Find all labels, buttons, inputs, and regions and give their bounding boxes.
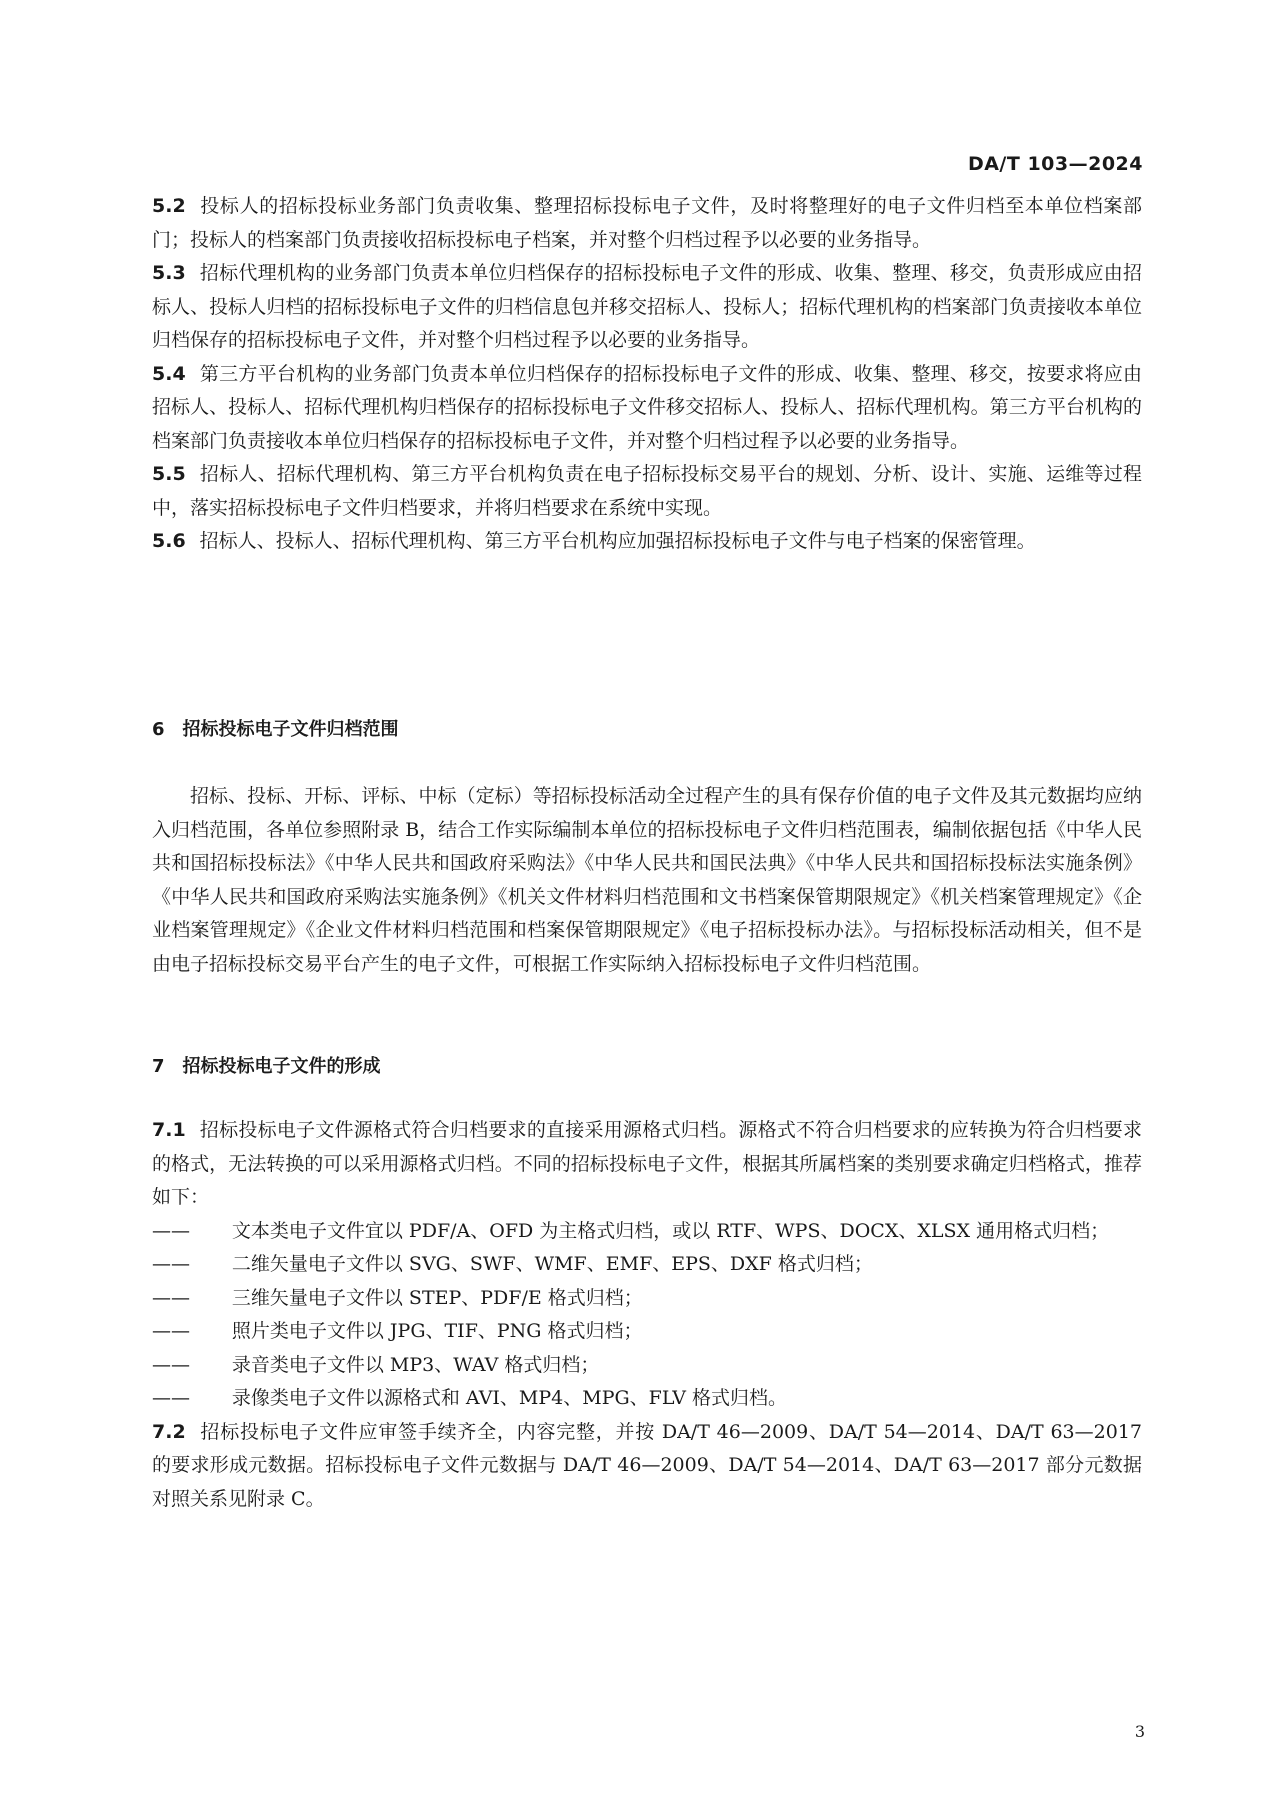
clause-text: 招标代理机构的业务部门负责本单位归档保存的招标投标电子文件的形成、收集、整理、移交，负责形成应由招标人、投标人归档的招标投标电子文件的归档信息包并移交招标人、投标人；招标代理机构的档案部门负责接收本单位归档保存的招标投标电子文件，并对整个归档过程予以必要的业务指导。 (152, 262, 1142, 351)
clause-number: 5.4 (152, 362, 186, 385)
clause-5-2 (152, 190, 1142, 257)
dash-marker: —— (152, 1320, 190, 1342)
heading-number: 6 (152, 719, 165, 740)
heading-number: 7 (152, 1056, 165, 1077)
format-list-item (152, 1349, 1142, 1383)
standard-code: DA/T 103—2024 (967, 153, 1143, 175)
clause-text: 招标人、投标人、招标代理机构、第三方平台机构应加强招标投标电子文件与电子档案的保密管理。 (199, 530, 1036, 552)
clause-5-3 (152, 257, 1142, 358)
clause-text: 第三方平台机构的业务部门负责本单位归档保存的招标投标电子文件的形成、收集、整理、移交，按要求将应由招标人、投标人、招标代理机构归档保存的招标投标电子文件移交招标人、投标人、招标代理机构。第三方平台机构的档案部门负责接收本单位归档保存的招标投标电子文件，并对整个归档过程予以必要的业务指导。 (152, 362, 1142, 452)
section-5-body (152, 190, 1142, 559)
clause-5-4 (152, 358, 1142, 459)
format-list (152, 1215, 1142, 1416)
dash-marker: —— (152, 1387, 190, 1409)
clause-number: 5.6 (152, 530, 186, 552)
clause-7-2 (152, 1416, 1142, 1517)
clause-number: 5.2 (152, 195, 186, 217)
dash-marker: —— (152, 1353, 190, 1376)
clause-7-1 (152, 1114, 1142, 1215)
list-item-text: 三维矢量电子文件以 STEP、PDF/E 格式归档； (231, 1286, 643, 1309)
section-7-body (152, 1114, 1142, 1516)
clause-number: 7.2 (152, 1420, 186, 1443)
dash-marker: —— (152, 1219, 190, 1242)
section-7-heading (152, 1052, 381, 1078)
clause-text: 招标投标电子文件源格式符合归档要求的直接采用源格式归档。源格式不符合归档要求的应转换为符合归档要求的格式，无法转换的可以采用源格式归档。不同的招标投标电子文件，根据其所属档案的类别要求确定归档格式，推荐如下： (152, 1119, 1142, 1208)
list-item-text: 照片类电子文件以 JPG、TIF、PNG 格式归档； (231, 1320, 643, 1342)
format-list-item (152, 1282, 1142, 1316)
clause-5-6 (152, 525, 1142, 559)
section-6-heading (152, 715, 399, 741)
list-item-text: 文本类电子文件宜以 PDF/A、OFD 为主格式归档，或以 RTF、WPS、DOCX、XLSX 通用格式归档； (231, 1219, 1110, 1242)
clause-number: 5.5 (152, 463, 186, 485)
clause-text: 招标投标电子文件应审签手续齐全，内容完整，并按 DA/T 46—2009、DA/T 54—2014、DA/T 63—2017 的要求形成元数据。招标投标电子文件元数据与 DA/T 46—2009、DA/T 54—2014、DA/T 63—2017 部分元数据对照关系见附录 C。 (152, 1420, 1142, 1510)
dash-marker: —— (152, 1286, 190, 1309)
format-list-item (152, 1248, 1142, 1282)
clause-number: 5.3 (152, 262, 186, 284)
clause-text: 投标人的招标投标业务部门负责收集、整理招标投标电子文件，及时将整理好的电子文件归档至本单位档案部门；投标人的档案部门负责接收招标投标电子档案，并对整个归档过程予以必要的业务指导。 (152, 195, 1142, 251)
section-6-body (152, 780, 1142, 981)
heading-title: 招标投标电子文件的形成 (182, 1056, 381, 1077)
clause-5-5 (152, 458, 1142, 525)
list-item-text: 录像类电子文件以源格式和 AVI、MP4、MPG、FLV 格式归档。 (231, 1387, 787, 1409)
format-list-item (152, 1215, 1142, 1249)
clause-number: 7.1 (152, 1119, 186, 1141)
format-list-item (152, 1315, 1142, 1349)
heading-title: 招标投标电子文件归档范围 (182, 719, 399, 740)
section-6-paragraph: 招标、投标、开标、评标、中标（定标）等招标投标活动全过程产生的具有保存价值的电子文件及其元数据均应纳入归档范围，各单位参照附录 B，结合工作实际编制本单位的招标投标电子文件归档范围表，编制依据包括《中华人民共和国招标投标法》《中华人民共和国政府采购法》《中华人民共和国民法典》《中华人民共和国招标投标法实施条例》《中华人民共和国政府采购法实施条例》《机关文件材料归档范围和文书档案保管期限规定》《机关档案管理规定》《企业档案管理规定》《企业文件材料归档范围和档案保管期限规定》《电子招标投标办法》。与招标投标活动相关，但不是由电子招标投标交易平台产生的电子文件，可根据工作实际纳入招标投标电子文件归档范围。 (152, 785, 1142, 975)
page-number: 3 (1134, 1722, 1145, 1741)
dash-marker: —— (152, 1253, 190, 1275)
format-list-item (152, 1382, 1142, 1416)
clause-text: 招标人、招标代理机构、第三方平台机构负责在电子招标投标交易平台的规划、分析、设计、实施、运维等过程中，落实招标投标电子文件归档要求，并将归档要求在系统中实现。 (152, 463, 1142, 519)
list-item-text: 录音类电子文件以 MP3、WAV 格式归档； (231, 1353, 600, 1376)
list-item-text: 二维矢量电子文件以 SVG、SWF、WMF、EMF、EPS、DXF 格式归档； (231, 1253, 873, 1275)
